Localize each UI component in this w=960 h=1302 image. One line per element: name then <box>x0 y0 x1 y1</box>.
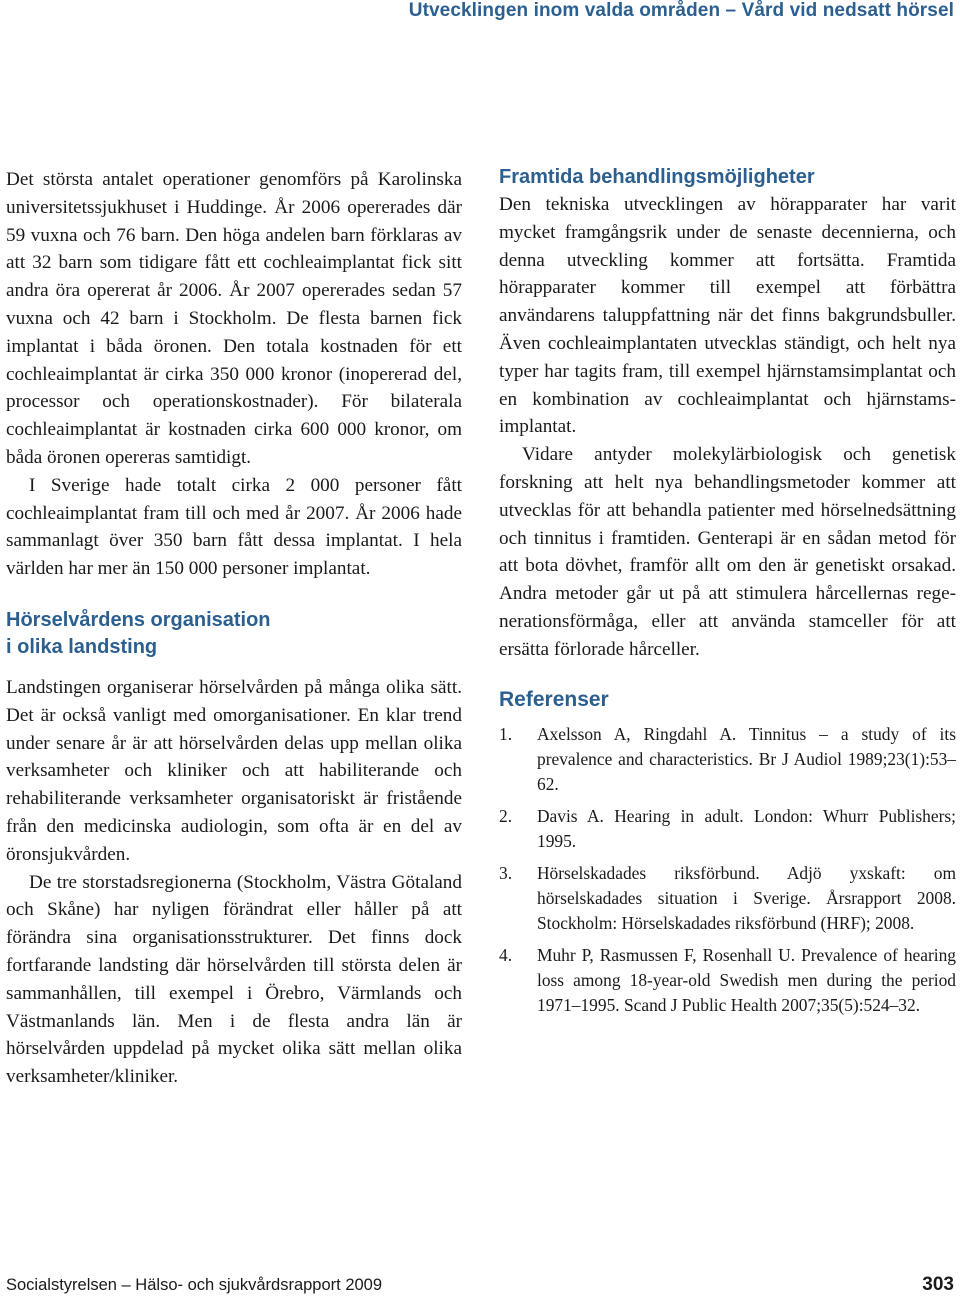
reference-number: 1. <box>499 723 513 744</box>
reference-text: Hörselskadades riksförbund. Adjö yxskaft: om hörselskadades situation i Sverige. Årsrapport 2008. Stockholm: Hörselskadades riksförbund (HRF); 2008. <box>537 862 956 933</box>
reference-text: Davis A. Hearing in adult. London: Whurr Publishers; 1995. <box>537 805 956 851</box>
right-column <box>499 164 956 1025</box>
page-number: 303 <box>922 1274 954 1295</box>
reference-item <box>499 722 956 797</box>
references-heading: Referenser <box>499 687 609 711</box>
body-paragraph: Den tekniska utvecklingen av hörapparater har varit mycket framgångsrik under de senaste decennierna, och denna utveckling kommer att fortsätta. Framtida hörapparater kommer till exempel att förbättra användarens taluppfattning när det finns bakgrundsbuller. Även cochleaimplantaten utvecklas ständigt, och helt nya typer har tagits fram, till exempel hjärnstamsimplantat och en kombination av cochleaimplantat och hjärnstamsimplantat. <box>499 194 956 438</box>
left-column <box>6 166 462 1091</box>
heading-line: i olika landsting <box>6 635 158 658</box>
reference-list <box>499 722 956 1018</box>
reference-item <box>499 943 956 1018</box>
heading-line: Hörselvårdens organisation <box>6 608 271 631</box>
body-paragraph: Vidare antyder molekylärbiologisk och genetisk forskning att helt nya behandlingsmetoder kommer att utvecklas för att behandla patienter med hörselnedsättning och tinnitus i framtiden. Genterapi är en sådan metod för att bota dövhet, framför allt om den är genetiskt orsakad. Andra metoder går ut på att stimulera hårcellernas regenerationsförmåga, eller att använda stamceller för att ersätta förlorade hårceller. <box>499 444 956 660</box>
section-heading-future: Framtida behandlingsmöjligheter <box>499 166 815 188</box>
section-heading-organisation <box>6 607 462 661</box>
reference-number: 2. <box>499 805 513 826</box>
body-paragraph: Landstingen organiserar hörselvården på många olika sätt. Det är också vanligt med omorganisationer. En klar trend under senare år är att hörselvården delas upp mellan olika verksamheter och kliniker och att habiliterande och rehabiliterande verksamheter organisatoriskt är fristående från den medicinska audiologin, som ofta är en del av öronsjukvården. <box>6 676 462 865</box>
body-paragraph: I Sverige hade totalt cirka 2 000 personer fått cochleaimplantat fram till och med år 2007. År 2006 hade sammanlagt över 350 barn fått dessa implantat. I hela världen har mer än 150 000 personer implantat. <box>6 474 462 580</box>
body-paragraph: Det största antalet operationer genomförs på Karolinska universitetssjukhuset i Huddinge. År 2006 opererades där 59 vuxna och 76 barn. Den höga andelen barn förklaras av att 32 barn som tidigare fått ett cochleaimplantat fick sitt andra öra opererat år 2006. År 2007 opererades sedan 57 vuxna och 42 barn i Stockholm. De flesta barnen fick implantat i båda öronen. Den totala kostnaden för ett cochleaimplantat är cirka 350 000 kronor (inopererad del, processor och operationskostnader). För bilaterala cochleaimplantat är kostnaden cirka 600 000 kronor, om båda öronen opereras samtidigt. <box>6 169 462 468</box>
reference-text: Axelsson A, Ringdahl A. Tinnitus – a study of its prevalence and characteristics. Br J Audiol 1989;23(1):53–62. <box>537 723 956 794</box>
reference-item <box>499 861 956 936</box>
publication-name: Socialstyrelsen – Hälso- och sjukvårdsrapport 2009 <box>6 1276 383 1294</box>
reference-number: 4. <box>499 944 513 965</box>
reference-text: Muhr P, Rasmussen F, Rosenhall U. Prevalence of hearing loss among 18-year-old Swedish men during the period 1971–1995. Scand J Public Health 2007;35(5):524–32. <box>537 944 956 1015</box>
body-paragraph: De tre storstadsregionerna (Stockholm, Västra Götaland och Skåne) har nyligen förändrat eller håller på att förändra sina organisationsstrukturer. Det finns dock fortfarande landsting där hörselvården till största delen är sammanhållen, till exempel i Örebro, Värmlands och Västmanlands län. Men i de flesta andra län är hörselvården uppdelad på mycket olika sätt mellan olika verksamheter/kliniker. <box>6 871 462 1088</box>
reference-item <box>499 804 956 854</box>
reference-number: 3. <box>499 862 513 883</box>
running-header: Utvecklingen inom valda områden – Vård vid nedsatt hörsel <box>408 0 954 21</box>
